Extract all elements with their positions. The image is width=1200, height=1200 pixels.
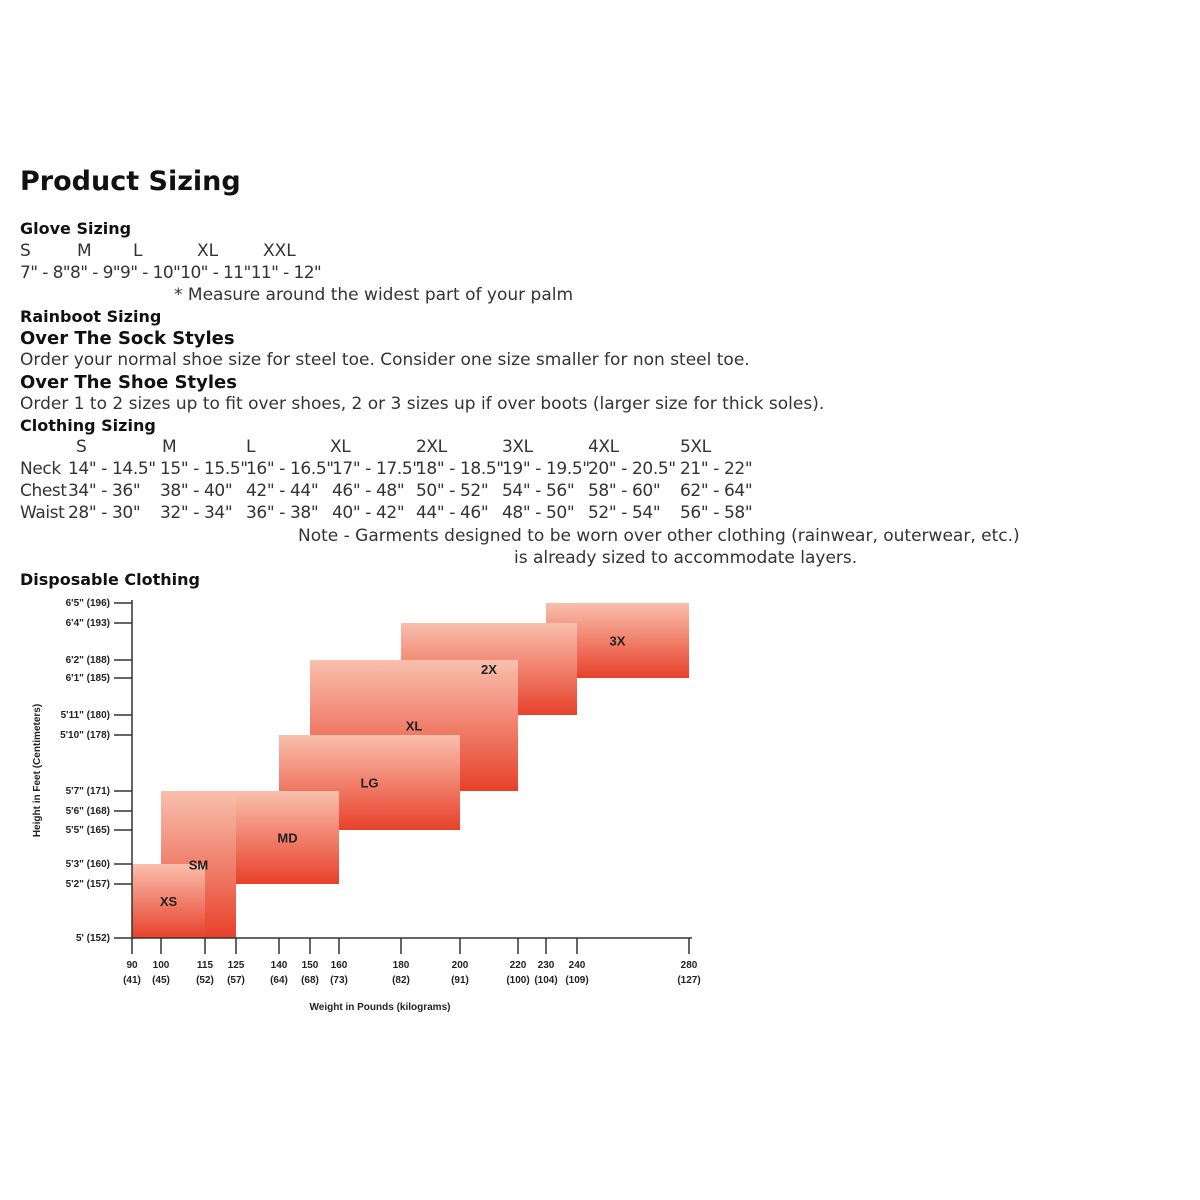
shoe-text: Order 1 to 2 sizes up to fit over shoes, 2 or 3 sizes up if over boots (larger size for thick soles). xyxy=(20,394,825,414)
clothing-size-4XL: 4XL xyxy=(588,437,619,457)
x-tick-kg-label: (41) xyxy=(123,975,141,986)
clothing-cell: 62" - 64" xyxy=(680,481,753,501)
sock-heading: Over The Sock Styles xyxy=(20,328,235,349)
x-tick-kg-label: (68) xyxy=(301,975,319,986)
x-tick-kg-label: (82) xyxy=(392,975,410,986)
clothing-cell: 18" - 18.5" xyxy=(416,459,504,479)
y-tick-label: 6'4" (193) xyxy=(65,618,110,629)
clothing-cell: 20" - 20.5" xyxy=(588,459,676,479)
y-tick-label: 5'3" (160) xyxy=(65,859,110,870)
clothing-size-S: S xyxy=(76,437,87,457)
clothing-cell: 36" - 38" xyxy=(246,503,319,523)
x-tick-kg-label: (104) xyxy=(534,975,558,986)
glove-size-XL: XL xyxy=(197,241,219,261)
size-box-label: SM xyxy=(188,857,209,873)
shoe-heading: Over The Shoe Styles xyxy=(20,372,237,393)
x-tick-kg-label: (100) xyxy=(506,975,530,986)
y-tick-label: 6'1" (185) xyxy=(65,673,110,684)
clothing-cell: 52" - 54" xyxy=(588,503,661,523)
clothing-cell: 32" - 34" xyxy=(160,503,233,523)
x-tick-kg-label: (57) xyxy=(227,975,245,986)
clothing-cell: 58" - 60" xyxy=(588,481,661,501)
clothing-cell: 34" - 36" xyxy=(68,481,141,501)
clothing-note-1: Note - Garments designed to be worn over other clothing (rainwear, outerwear, etc.) xyxy=(298,526,1020,546)
clothing-cell: 54" - 56" xyxy=(502,481,575,501)
clothing-cell: 50" - 52" xyxy=(416,481,489,501)
x-axis-label: Weight in Pounds (kilograms) xyxy=(309,1002,451,1013)
glove-size-M: M xyxy=(77,241,92,261)
glove-note: * Measure around the widest part of your palm xyxy=(174,285,574,305)
x-tick-label: 240 xyxy=(568,960,586,971)
clothing-size-3XL: 3XL xyxy=(502,437,533,457)
clothing-size-2XL: 2XL xyxy=(416,437,447,457)
x-tick-label: 230 xyxy=(537,960,555,971)
x-tick-kg-label: (64) xyxy=(270,975,288,986)
y-tick-label: 5'10" (178) xyxy=(60,730,110,741)
clothing-row-label: Neck xyxy=(20,459,61,479)
size-box-label: 2X xyxy=(481,662,497,677)
glove-heading: Glove Sizing xyxy=(20,219,132,238)
y-tick-label: 5'7" (171) xyxy=(65,786,110,797)
clothing-cell: 16" - 16.5" xyxy=(246,459,334,479)
disposable-size-chart xyxy=(0,580,740,1030)
x-tick-kg-label: (91) xyxy=(451,975,469,986)
clothing-row-label: Chest xyxy=(20,481,67,501)
x-tick-label: 90 xyxy=(126,960,138,971)
glove-size-XXL: XXL xyxy=(263,241,296,261)
x-tick-label: 115 xyxy=(196,960,214,971)
clothing-size-L: L xyxy=(246,437,256,457)
x-tick-label: 220 xyxy=(509,960,527,971)
glove-size-S: S xyxy=(20,241,31,261)
y-tick-label: 5' (152) xyxy=(75,933,110,944)
rainboot-heading: Rainboot Sizing xyxy=(20,307,162,326)
page-title: Product Sizing xyxy=(20,166,241,197)
x-tick-label: 100 xyxy=(152,960,170,971)
clothing-cell: 14" - 14.5" xyxy=(68,459,156,479)
x-tick-label: 160 xyxy=(330,960,348,971)
y-tick-label: 6'5" (196) xyxy=(65,598,110,609)
clothing-cell: 15" - 15.5" xyxy=(160,459,248,479)
y-tick-label: 5'6" (168) xyxy=(65,806,110,817)
x-tick-label: 125 xyxy=(227,960,245,971)
clothing-cell: 17" - 17.5" xyxy=(332,459,420,479)
clothing-note-2: is already sized to accommodate layers. xyxy=(514,548,858,568)
y-tick-label: 6'2" (188) xyxy=(65,655,110,666)
clothing-cell: 42" - 44" xyxy=(246,481,319,501)
size-box-label: 3X xyxy=(609,633,626,649)
clothing-size-5XL: 5XL xyxy=(680,437,711,457)
y-tick-label: 5'11" (180) xyxy=(60,710,110,721)
x-tick-label: 140 xyxy=(270,960,288,971)
x-tick-kg-label: (52) xyxy=(196,975,214,986)
x-tick-label: 180 xyxy=(392,960,410,971)
x-tick-label: 200 xyxy=(451,960,469,971)
x-tick-kg-label: (73) xyxy=(330,975,348,986)
clothing-cell: 38" - 40" xyxy=(160,481,233,501)
clothing-cell: 44" - 46" xyxy=(416,503,489,523)
clothing-size-XL: XL xyxy=(330,437,351,457)
size-box-label: LG xyxy=(360,775,379,791)
size-box-label: MD xyxy=(277,830,298,846)
size-box-label: XL xyxy=(405,718,423,734)
clothing-row-label: Waist xyxy=(20,503,65,523)
sock-text: Order your normal shoe size for steel toe. Consider one size smaller for non steel toe. xyxy=(20,350,750,370)
clothing-size-M: M xyxy=(162,437,177,457)
x-tick-label: 150 xyxy=(301,960,319,971)
y-tick-label: 5'2" (157) xyxy=(65,879,110,890)
clothing-cell: 28" - 30" xyxy=(68,503,141,523)
clothing-cell: 48" - 50" xyxy=(502,503,575,523)
clothing-cell: 40" - 42" xyxy=(332,503,405,523)
clothing-cell: 19" - 19.5" xyxy=(502,459,590,479)
clothing-cell: 21" - 22" xyxy=(680,459,753,479)
disposable-heading: Disposable Clothing xyxy=(20,570,200,589)
glove-ranges: 7" - 8"8" - 9"9" - 10"10" - 11"11" - 12" xyxy=(20,263,322,283)
y-axis-label: Height in Feet (Centimeters) xyxy=(32,703,43,838)
x-tick-kg-label: (45) xyxy=(152,975,170,986)
clothing-cell: 56" - 58" xyxy=(680,503,753,523)
clothing-cell: 46" - 48" xyxy=(332,481,405,501)
x-tick-kg-label: (127) xyxy=(677,975,701,986)
x-tick-label: 280 xyxy=(680,960,698,971)
size-box-label: XS xyxy=(159,894,178,909)
glove-size-L: L xyxy=(133,241,143,261)
x-tick-kg-label: (109) xyxy=(565,975,589,986)
y-tick-label: 5'5" (165) xyxy=(65,825,110,836)
clothing-heading: Clothing Sizing xyxy=(20,416,156,435)
